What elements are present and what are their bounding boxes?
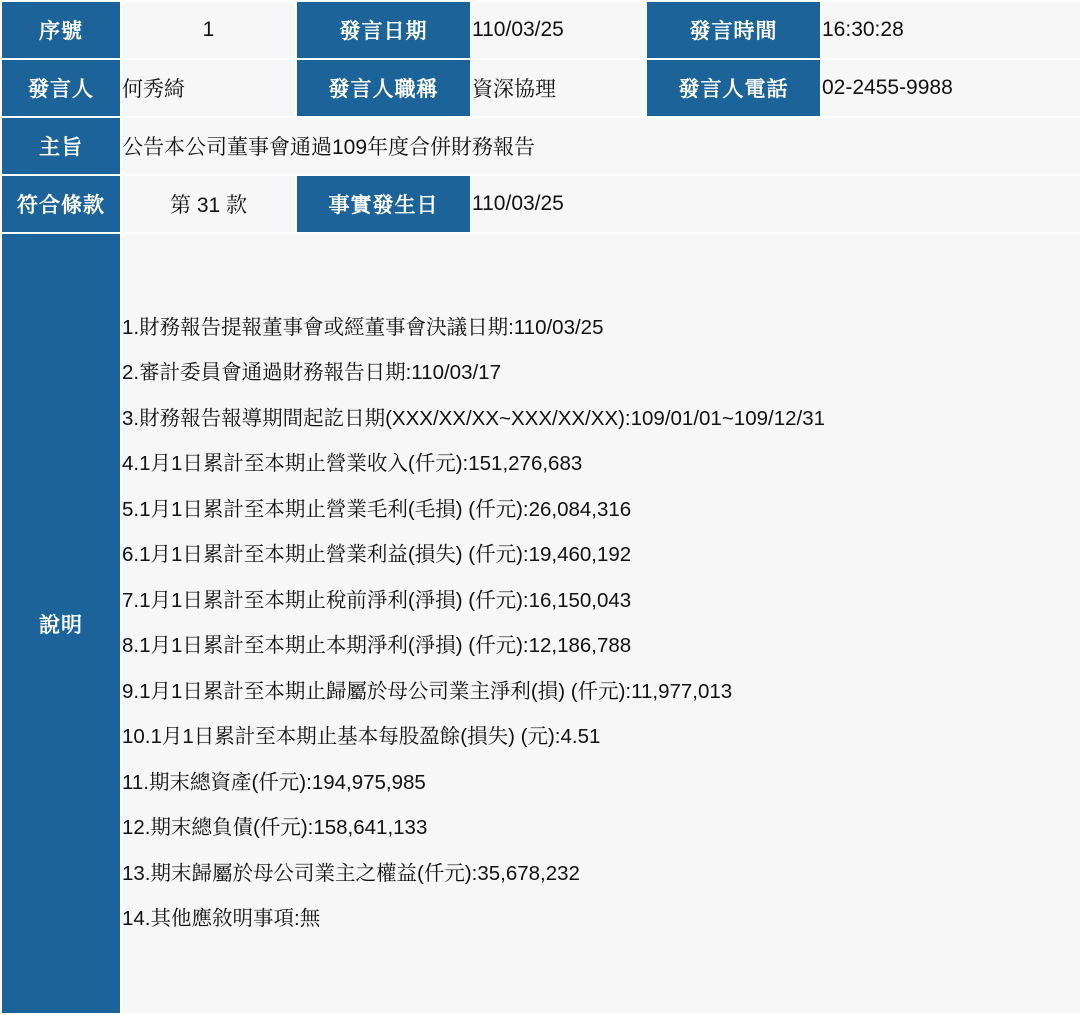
list-item: 4.1月1日累計至本期止營業收入(仟元):151,276,683 (122, 452, 583, 475)
speech-date-label: 發言日期 (296, 1, 471, 59)
speaker-value: 何秀綺 (121, 59, 296, 117)
list-item: 7.1月1日累計至本期止稅前淨利(淨損) (仟元):16,150,043 (122, 588, 632, 612)
speaker-label: 發言人 (1, 59, 121, 117)
subject-value: 公告本公司董事會通過109年度合併財務報告 (121, 117, 1080, 175)
description-label: 說明 (1, 233, 121, 1014)
list-item: 2.審計委員會通過財務報告日期:110/03/17 (122, 361, 501, 384)
list-item: 6.1月1日累計至本期止營業利益(損失) (仟元):19,460,192 (122, 543, 632, 566)
speech-date-value: 110/03/25 (471, 1, 646, 59)
list-item: 1.財務報告提報董事會或經董事會決議日期:110/03/25 (122, 315, 604, 339)
description-cell (121, 233, 1080, 1014)
speaker-title-value: 資深協理 (471, 59, 646, 117)
subject-label: 主旨 (1, 117, 121, 175)
speech-time-value: 16:30:28 (821, 1, 1080, 59)
list-item: 8.1月1日累計至本期止本期淨利(淨損) (仟元):12,186,788 (122, 634, 632, 657)
speaker-phone-label: 發言人電話 (646, 59, 821, 117)
list-item: 5.1月1日累計至本期止營業毛利(毛損) (仟元):26,084,316 (122, 497, 632, 521)
table-row (1, 117, 1080, 175)
list-item: 12.期末總負債(仟元):158,641,133 (122, 816, 428, 839)
table-row (1, 59, 1080, 117)
seq-label: 序號 (1, 1, 121, 59)
event-date-value: 110/03/25 (471, 175, 1080, 233)
clause-value: 第 31 款 (121, 175, 296, 233)
list-item: 11.期末總資產(仟元):194,975,985 (122, 770, 426, 794)
speaker-title-label: 發言人職稱 (296, 59, 471, 117)
table-row (1, 1, 1080, 59)
table-row (1, 175, 1080, 233)
list-item: 10.1月1日累計至本期止基本每股盈餘(損失) (元):4.51 (122, 725, 601, 748)
speaker-phone-value: 02-2455-9988 (821, 59, 1080, 117)
list-item: 13.期末歸屬於母公司業主之權益(仟元):35,678,232 (122, 861, 580, 885)
list-item: 3.財務報告報導期間起訖日期(XXX/XX/XX~XXX/XX/XX):109/01/01~109/12/31 (122, 406, 825, 430)
list-item: 14.其他應敘明事項:無 (122, 907, 321, 930)
seq-value: 1 (121, 1, 296, 59)
table-row (1, 233, 1080, 1014)
description-list (122, 305, 1080, 942)
event-date-label: 事實發生日 (296, 175, 471, 233)
clause-label: 符合條款 (1, 175, 121, 233)
speech-time-label: 發言時間 (646, 1, 821, 59)
list-item: 9.1月1日累計至本期止歸屬於母公司業主淨利(損) (仟元):11,977,013 (122, 679, 733, 703)
